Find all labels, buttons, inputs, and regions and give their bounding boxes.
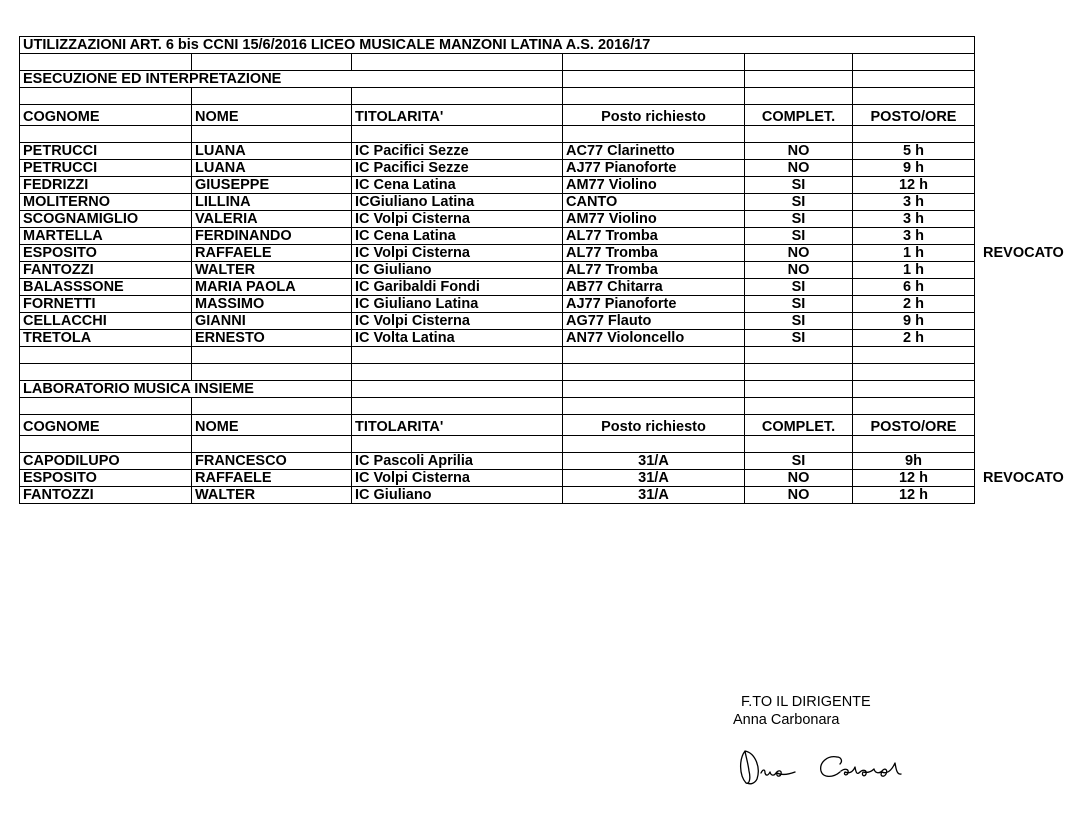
cell-complet: NO [745,470,853,487]
cell-cognome: FORNETTI [20,296,192,313]
cell-nome: RAFFAELE [192,470,352,487]
cell-complet: NO [745,487,853,504]
cell-cognome: CAPODILUPO [20,453,192,470]
table-row [20,470,975,487]
cell-titolarita: IC Pacifici Sezze [352,160,563,177]
cell-titolarita: IC Volpi Cisterna [352,211,563,228]
blank-row [20,436,975,453]
header-posto-richiesto: Posto richiesto [563,105,745,126]
section-title-row [20,71,975,88]
cell-cognome: ESPOSITO [20,245,192,262]
cell-nome: WALTER [192,262,352,279]
handwritten-signature [733,745,983,793]
header-complet: COMPLET. [745,415,853,436]
cell-titolarita: IC Pacifici Sezze [352,143,563,160]
cell-ore: 1 h [853,262,975,279]
cell-complet: SI [745,194,853,211]
cell-titolarita: IC Volta Latina [352,330,563,347]
table-row [20,160,975,177]
cell-nome: MASSIMO [192,296,352,313]
blank-row [20,88,975,105]
cell-posto: AL77 Tromba [563,228,745,245]
cell-nome: VALERIA [192,211,352,228]
cell-posto: AL77 Tromba [563,262,745,279]
revocato-note: REVOCATO [983,470,1064,486]
table-row [20,228,975,245]
cell-complet: SI [745,211,853,228]
signatory-name: Anna Carbonara [733,712,840,728]
cell-ore: 12 h [853,487,975,504]
header-nome: NOME [192,415,352,436]
cell-titolarita: IC Giuliano [352,487,563,504]
cell-cognome: TRETOLA [20,330,192,347]
signature-block [733,693,871,729]
table-row [20,313,975,330]
table-row [20,487,975,504]
cell-titolarita: IC Garibaldi Fondi [352,279,563,296]
cell-complet: NO [745,160,853,177]
utilizzazioni-table [19,36,975,504]
cell-nome: FRANCESCO [192,453,352,470]
cell-cognome: CELLACCHI [20,313,192,330]
cell-ore: 2 h [853,330,975,347]
cell-titolarita: IC Volpi Cisterna [352,313,563,330]
table-row [20,194,975,211]
signatory-title: F.TO IL DIRIGENTE [741,694,871,710]
cell-ore: 3 h [853,211,975,228]
cell-cognome: SCOGNAMIGLIO [20,211,192,228]
cell-ore: 5 h [853,143,975,160]
cell-nome: GIUSEPPE [192,177,352,194]
cell-posto: AJ77 Pianoforte [563,296,745,313]
section-esecuzione-title: ESECUZIONE ED INTERPRETAZIONE [20,71,563,88]
table-row [20,211,975,228]
cell-complet: NO [745,143,853,160]
cell-complet: NO [745,262,853,279]
header-cognome: COGNOME [20,415,192,436]
section-laboratorio-title: LABORATORIO MUSICA INSIEME [20,381,352,398]
blank-row [20,347,975,364]
cell-posto: AC77 Clarinetto [563,143,745,160]
table-row [20,296,975,313]
cell-complet: SI [745,279,853,296]
header-posto-ore: POSTO/ORE [853,415,975,436]
table-row [20,279,975,296]
cell-nome: MARIA PAOLA [192,279,352,296]
cell-cognome: FANTOZZI [20,262,192,279]
cell-cognome: PETRUCCI [20,160,192,177]
cell-cognome: PETRUCCI [20,143,192,160]
cell-ore: 3 h [853,194,975,211]
header-cognome: COGNOME [20,105,192,126]
cell-nome: LILLINA [192,194,352,211]
cell-cognome: FANTOZZI [20,487,192,504]
header-posto-ore: POSTO/ORE [853,105,975,126]
cell-complet: SI [745,330,853,347]
cell-posto: 31/A [563,487,745,504]
cell-ore: 1 h [853,245,975,262]
cell-posto: AB77 Chitarra [563,279,745,296]
cell-nome: LUANA [192,143,352,160]
blank-row [20,364,975,381]
cell-nome: ERNESTO [192,330,352,347]
cell-nome: GIANNI [192,313,352,330]
cell-posto: AM77 Violino [563,177,745,194]
cell-complet: NO [745,245,853,262]
cell-posto: AM77 Violino [563,211,745,228]
table-row [20,245,975,262]
cell-titolarita: IC Volpi Cisterna [352,245,563,262]
cell-nome: WALTER [192,487,352,504]
cell-complet: SI [745,313,853,330]
cell-posto: AG77 Flauto [563,313,745,330]
cell-titolarita: ICGiuliano Latina [352,194,563,211]
cell-cognome: ESPOSITO [20,470,192,487]
table-row [20,262,975,279]
cell-ore: 6 h [853,279,975,296]
cell-cognome: MARTELLA [20,228,192,245]
cell-complet: SI [745,228,853,245]
cell-nome: RAFFAELE [192,245,352,262]
cell-nome: LUANA [192,160,352,177]
document-title: UTILIZZAZIONI ART. 6 bis CCNI 15/6/2016 LICEO MUSICALE MANZONI LATINA A.S. 2016/17 [20,37,975,54]
cell-titolarita: IC Giuliano [352,262,563,279]
blank-row [20,398,975,415]
cell-titolarita: IC Giuliano Latina [352,296,563,313]
section-title-row [20,381,975,398]
cell-ore: 9 h [853,313,975,330]
cell-cognome: FEDRIZZI [20,177,192,194]
cell-titolarita: IC Cena Latina [352,228,563,245]
table-row [20,330,975,347]
cell-ore: 9h [853,453,975,470]
column-header-row [20,105,975,126]
cell-ore: 9 h [853,160,975,177]
table-row [20,453,975,470]
cell-ore: 3 h [853,228,975,245]
header-complet: COMPLET. [745,105,853,126]
cell-complet: SI [745,453,853,470]
cell-posto: AN77 Violoncello [563,330,745,347]
header-titolarita: TITOLARITA' [352,105,563,126]
header-nome: NOME [192,105,352,126]
column-header-row [20,415,975,436]
revocato-note: REVOCATO [983,245,1064,261]
cell-nome: FERDINANDO [192,228,352,245]
cell-posto: 31/A [563,453,745,470]
cell-posto: AJ77 Pianoforte [563,160,745,177]
table-row [20,143,975,160]
cell-titolarita: IC Cena Latina [352,177,563,194]
cell-posto: CANTO [563,194,745,211]
blank-row [20,126,975,143]
cell-ore: 2 h [853,296,975,313]
cell-titolarita: IC Volpi Cisterna [352,470,563,487]
cell-posto: 31/A [563,470,745,487]
cell-ore: 12 h [853,470,975,487]
cell-ore: 12 h [853,177,975,194]
cell-complet: SI [745,296,853,313]
cell-posto: AL77 Tromba [563,245,745,262]
table-title-row [20,37,975,54]
cell-complet: SI [745,177,853,194]
blank-row [20,54,975,71]
header-titolarita: TITOLARITA' [352,415,563,436]
header-posto-richiesto: Posto richiesto [563,415,745,436]
table-row [20,177,975,194]
cell-titolarita: IC Pascoli Aprilia [352,453,563,470]
cell-cognome: MOLITERNO [20,194,192,211]
cell-cognome: BALASSSONE [20,279,192,296]
